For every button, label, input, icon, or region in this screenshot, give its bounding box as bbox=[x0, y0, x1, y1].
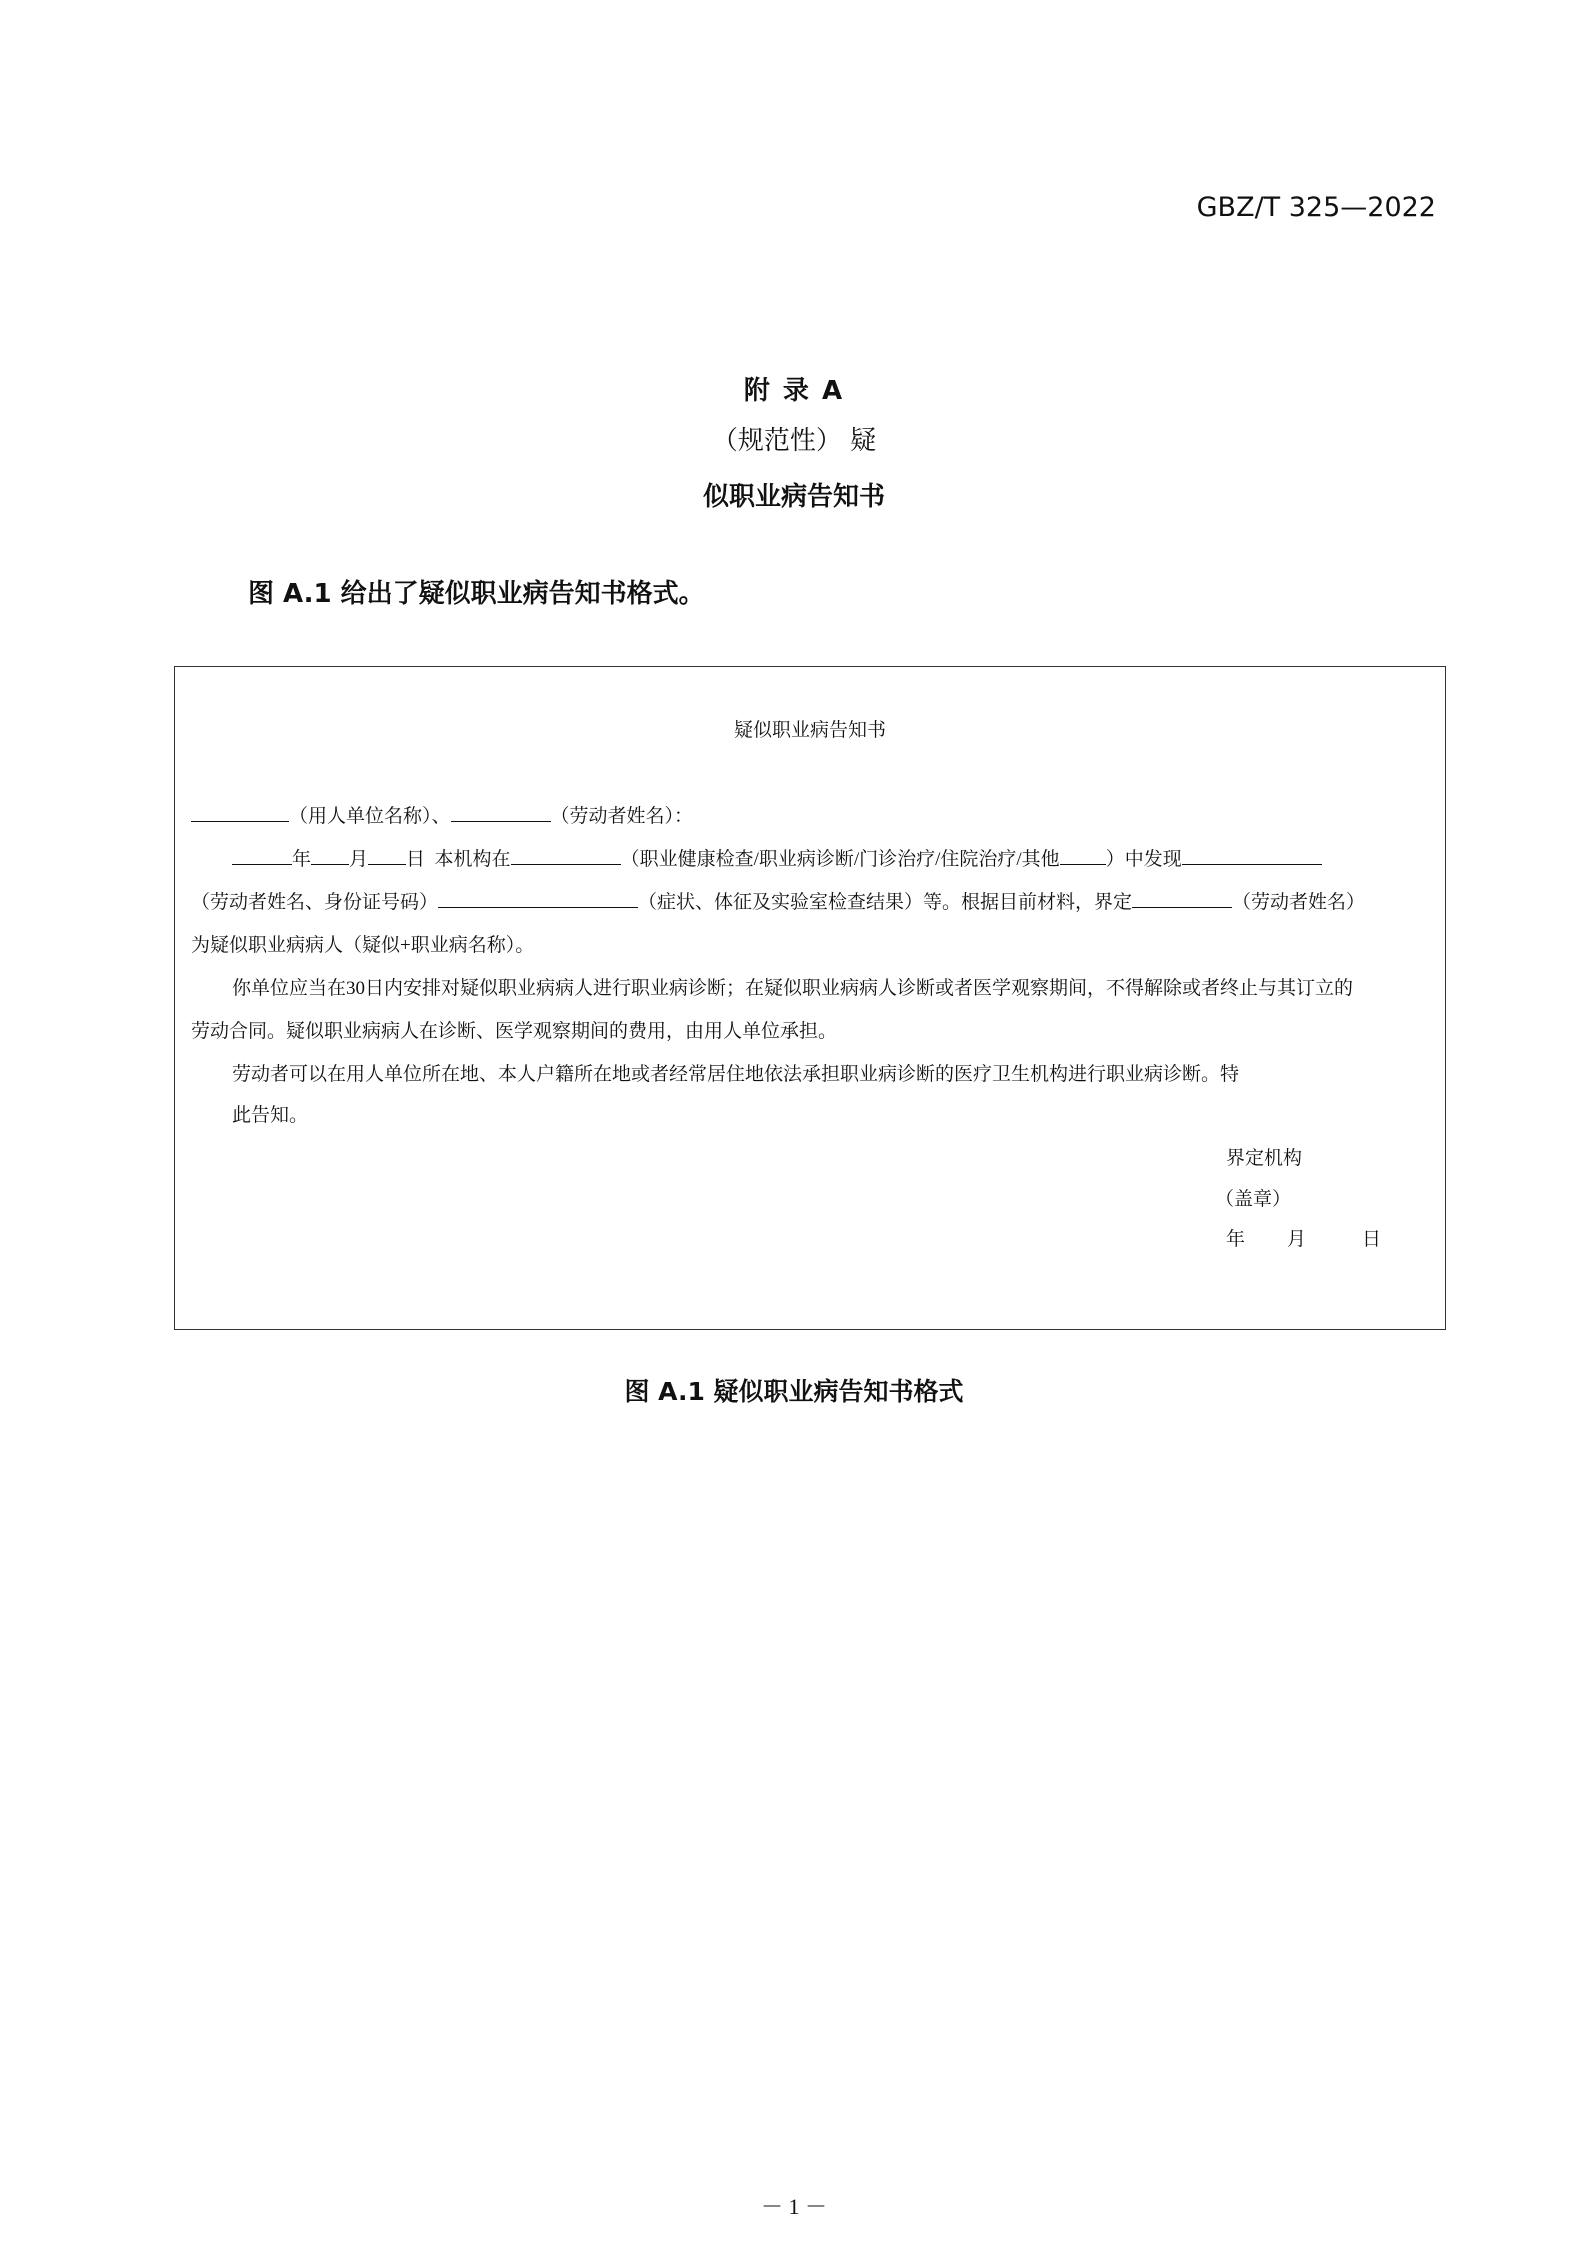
org-blank bbox=[511, 847, 621, 865]
notice-form-figure bbox=[174, 666, 1446, 1330]
sign-month: 月 bbox=[1287, 1229, 1307, 1250]
worker-id-line bbox=[191, 887, 1365, 914]
symptoms-label: （症状、体征及实验室检查结果）等。根据目前材料，界定 bbox=[638, 892, 1133, 913]
addressee-employer-label: （用人单位名称）、 bbox=[289, 806, 451, 827]
worker-name-blank bbox=[451, 804, 551, 822]
defined-worker-label: （劳动者姓名） bbox=[1232, 892, 1366, 913]
date-line bbox=[232, 844, 1322, 871]
month-blank bbox=[311, 847, 349, 865]
intro-text: 图 A.1 给出了疑似职业病告知书格式。 bbox=[248, 579, 705, 609]
figure-caption: 图 A.1 疑似职业病告知书格式 bbox=[624, 1377, 964, 1406]
day-blank bbox=[368, 847, 406, 865]
defined-worker-blank bbox=[1132, 890, 1232, 908]
sign-seal: （盖章） bbox=[1215, 1189, 1292, 1210]
addressee-line bbox=[191, 801, 693, 828]
org-label: 本机构在 bbox=[434, 849, 511, 870]
para2-line2: 劳动合同。疑似职业病病人在诊断、医学观察期间的费用，由用人单位承担。 bbox=[191, 1021, 838, 1042]
form-title: 疑似职业病告知书 bbox=[733, 720, 886, 741]
month-label: 月 bbox=[349, 849, 369, 870]
worker-id-label: （劳动者姓名、身份证号码） bbox=[191, 892, 439, 913]
appendix-heading: 似职业病告知书 bbox=[702, 482, 885, 512]
appendix-type: （规范性） 疑 bbox=[711, 426, 877, 456]
employer-name-blank bbox=[191, 804, 289, 822]
suspected-line: 为疑似职业病病人（疑似+职业病名称）。 bbox=[191, 935, 535, 956]
appendix-title: 附 录 A bbox=[743, 376, 845, 406]
sign-org: 界定机构 bbox=[1226, 1148, 1303, 1169]
year-blank bbox=[232, 847, 292, 865]
sign-day: 日 bbox=[1362, 1229, 1382, 1250]
sign-date bbox=[1226, 1224, 1381, 1251]
types-label: （职业健康检查/职业病诊断/门诊治疗/住院治疗/其他 bbox=[620, 849, 1060, 870]
sign-year: 年 bbox=[1226, 1229, 1246, 1250]
page-number: － 1 － bbox=[760, 2194, 827, 2219]
para3-line1: 劳动者可以在用人单位所在地、本人户籍所在地或者经常居住地依法承担职业病诊断的医疗卫生机构进行职业病诊断。特 bbox=[232, 1064, 1240, 1085]
year-label: 年 bbox=[292, 849, 312, 870]
day-label: 日 bbox=[406, 849, 426, 870]
found-label: ）中发现 bbox=[1105, 849, 1182, 870]
symptoms-blank bbox=[438, 890, 638, 908]
standard-code: GBZ/T 325—2022 bbox=[1196, 192, 1436, 223]
para3-line2: 此告知。 bbox=[232, 1105, 309, 1126]
other-blank bbox=[1060, 847, 1106, 865]
addressee-worker-label: （劳动者姓名）： bbox=[550, 806, 694, 827]
para2-line1: 你单位应当在30日内安排对疑似职业病病人进行职业病诊断；在疑似职业病病人诊断或者医学观察期间，不得解除或者终止与其订立的 bbox=[232, 978, 1354, 999]
found-blank bbox=[1182, 847, 1322, 865]
